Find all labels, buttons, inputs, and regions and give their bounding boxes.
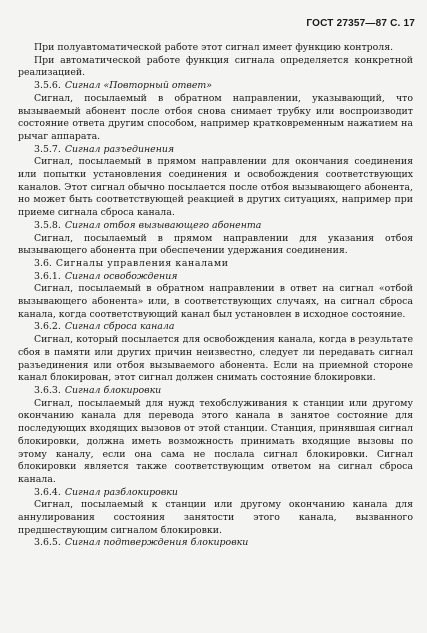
subsection-heading bbox=[18, 220, 413, 233]
section-number: 3.6. bbox=[34, 257, 52, 269]
section-title: Сигнал подтверждения блокировки bbox=[64, 537, 249, 549]
section-number: 3.6.5. bbox=[34, 537, 61, 549]
subsection-heading bbox=[18, 144, 413, 157]
subsection-heading bbox=[18, 537, 413, 550]
section-number: 3.6.2. bbox=[34, 321, 61, 333]
paragraph: Сигнал, посылаемый к станции или другому окончанию канала для аннулирования состояния занятости этого канала, вызванного предшествующим сигналом блокировки. bbox=[18, 499, 413, 536]
subsection-heading bbox=[18, 385, 413, 398]
section-title: Сигнал освобождения bbox=[64, 270, 178, 282]
paragraph: Сигнал, который посылается для освобождения канала, когда в результате сбоя в памяти или других причин неизвестно, следует ли передавать сигнал разъединения или отбоя вызываемого абонента. Если на приемной стороне канал блокирован, этот сигнал должен снимать состояние блокировки. bbox=[18, 334, 413, 384]
section-number: 3.5.8. bbox=[34, 219, 61, 231]
section-title: Сигнал блокировки bbox=[64, 384, 162, 396]
paragraph: При автоматической работе функция сигнала определяется конкретной реализацией. bbox=[18, 54, 413, 79]
section-number: 3.5.7. bbox=[34, 143, 61, 155]
paragraph: Сигнал, посылаемый в прямом направлении для окончания соединения или попытки установления соединения и освобождения соответствующих каналов. Этот сигнал обычно посылается после отбоя вызывающего абонента, но может быть соответствующей реакцией в других ситуациях, например при приеме сигнала сброса канала. bbox=[18, 156, 413, 219]
section-heading bbox=[18, 258, 413, 271]
subsection-heading bbox=[18, 487, 413, 500]
section-title: Сигнал отбоя вызывающего абонента bbox=[64, 219, 262, 231]
section-number: 3.6.4. bbox=[34, 486, 61, 498]
section-title: Сигналы управления каналами bbox=[55, 257, 229, 269]
subsection-heading bbox=[18, 321, 413, 334]
paragraph: Сигнал, посылаемый в прямом направлении для указания отбоя вызывающего абонента при обеспечении удержания соединения. bbox=[18, 232, 413, 257]
section-number: 3.6.3. bbox=[34, 384, 61, 396]
paragraph: Сигнал, посылаемый для нужд техобслуживания к станции или другому окончанию канала для перевода этого канала в занятое состояние для последующих входящих вызовов от этой станции. Станция, принявшая сигнал блокировки, должна иметь возможность принимать входящие вызовы по этому каналу, если она сама не послала сигнал блокировки. Сигнал блокировки является также соответствующим ответом на сигнал сброса канала. bbox=[18, 397, 413, 485]
page-header: ГОСТ 27357—87 С. 17 bbox=[306, 18, 415, 29]
paragraph: Сигнал, посылаемый в обратном направлении, указывающий, что вызываемый абонент после отбоя снова снимает трубку или воспроизводит состояние ответа другим способом, например кратковременным нажатием на рычаг аппарата. bbox=[18, 92, 413, 142]
section-number: 3.6.1. bbox=[34, 270, 61, 282]
document-body bbox=[18, 42, 413, 550]
section-number: 3.5.6. bbox=[34, 80, 61, 92]
section-title: Сигнал «Повторный ответ» bbox=[64, 80, 213, 92]
subsection-heading bbox=[18, 271, 413, 284]
section-title: Сигнал разблокировки bbox=[64, 486, 178, 498]
subsection-heading bbox=[18, 80, 413, 93]
section-title: Сигнал разъединения bbox=[64, 143, 175, 155]
paragraph: При полуавтоматической работе этот сигнал имеет функцию контроля. bbox=[34, 42, 394, 53]
paragraph: Сигнал, посылаемый в обратном направлении в ответ на сигнал «отбой вызывающего абонента» или, в соответствующих случаях, на сигнал сброса канала, когда соответствующий канал был установлен в исходное состояние. bbox=[18, 283, 413, 320]
section-title: Сигнал сброса канала bbox=[64, 321, 175, 333]
